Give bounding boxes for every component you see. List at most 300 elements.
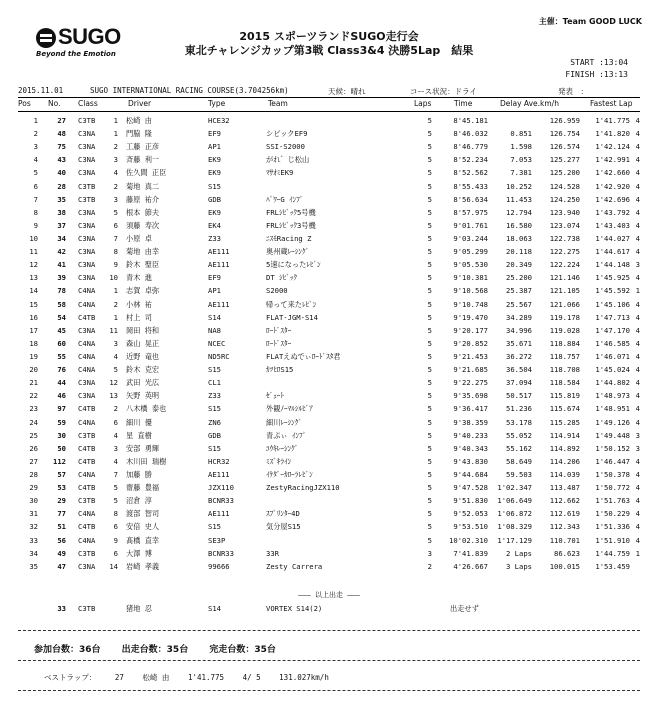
cell-class-pos: 11 [109, 325, 118, 335]
cell-no: 77 [57, 509, 66, 519]
cell-pos: 4 [33, 155, 38, 165]
cell-pos: 21 [29, 378, 38, 388]
cell-class: C3TB [78, 181, 96, 191]
cell-class: C3NA [78, 220, 96, 230]
cell-class: C4NA [78, 535, 96, 545]
cell-laps: 5 [427, 404, 432, 414]
cell-team: がれ゛じ松山 [266, 155, 310, 165]
cell-laps: 5 [427, 522, 432, 532]
cell-time: 9'05.530 [453, 260, 488, 270]
race-date: 2015.11.01 [18, 86, 64, 95]
cell-no: 29 [57, 496, 66, 506]
cell-class: C3NA [78, 129, 96, 139]
cell-no: 42 [57, 247, 66, 257]
cell-laps: 5 [427, 509, 432, 519]
cell-delay: 16.580 [506, 220, 532, 230]
cell-fastest-lap-no: 3 [635, 443, 640, 453]
cell-pos: 23 [29, 404, 38, 414]
col-time: Time [454, 99, 473, 108]
cell-ave-speed: 114.914 [549, 430, 580, 440]
cell-team: 奥州蔵ﾚｰｼﾝｸﾞ [266, 247, 310, 257]
cell-fastest-lap-no: 4 [635, 469, 640, 479]
cell-type: AE111 [208, 247, 230, 257]
cell-class-pos: 7 [113, 233, 118, 243]
cell-time: 9'38.359 [453, 417, 488, 427]
rule-1 [18, 630, 640, 631]
cell-fastest-lap-no: 4 [635, 168, 640, 178]
cell-pos: 11 [29, 247, 38, 257]
cell-class-pos: 8 [113, 247, 118, 257]
table-row [18, 363, 640, 376]
cell-no: 112 [53, 456, 66, 466]
cell-class: C4NA [78, 365, 96, 375]
best-lap-time: 1'41.775 [187, 673, 225, 682]
cell-pos: 20 [29, 365, 38, 375]
cell-fastest-lap-no: 4 [635, 483, 640, 493]
cell-fastest-lap-no: 4 [635, 338, 640, 348]
cell-fastest-lap-no: 1 [635, 286, 640, 296]
cell-pos: 10 [29, 233, 38, 243]
cell-driver: 斉藤 利一 [126, 155, 160, 165]
cell-ave-speed: 123.074 [549, 220, 580, 230]
table-row [18, 402, 640, 415]
event-title: 2015 スポーツランドSUGO走行会 [239, 30, 419, 43]
cell-fastest-lap: 1'47.170 [595, 325, 630, 335]
cell-class-pos: 1 [113, 286, 118, 296]
cell-delay: 1'02.347 [497, 483, 532, 493]
cell-pos: 31 [29, 509, 38, 519]
cell-class: C4NA [78, 417, 96, 427]
cell-class: C4NA [78, 351, 96, 361]
cell-type: AE111 [208, 299, 230, 309]
cell-type: S14 [208, 312, 221, 322]
cell-fastest-lap: 1'53.459 [595, 561, 630, 571]
cell-pos: 15 [29, 299, 38, 309]
cell-type: HCR32 [208, 456, 230, 466]
cell-fastest-lap-no: 3 [635, 430, 640, 440]
cell-time: 8'52.234 [453, 155, 488, 165]
cell-class-pos: 9 [113, 260, 118, 270]
cell-fastest-lap: 1'45.925 [595, 273, 630, 283]
best-lap-no: 27 [114, 673, 124, 682]
cell-delay: 20.349 [506, 260, 532, 270]
cell-team: ﾛｰﾄﾞｽﾀｰ [266, 338, 292, 348]
cell-type: S15 [208, 522, 221, 532]
table-row [18, 311, 640, 324]
table-row [18, 560, 640, 573]
cell-time: 8'57.975 [453, 207, 488, 217]
table-row [18, 232, 640, 245]
cell-pos: 30 [29, 496, 38, 506]
cell-no: 53 [57, 483, 66, 493]
table-row [18, 455, 640, 468]
table-row [18, 507, 640, 520]
best-lap-lap: 4/ 5 [242, 673, 261, 682]
cell-driver: 加藤 勝 [126, 469, 152, 479]
cell-pos: 24 [29, 417, 38, 427]
cell-type: Z33 [208, 391, 221, 401]
cell-fastest-lap-no: 4 [635, 509, 640, 519]
cell-type: EK4 [208, 220, 221, 230]
cell-type: GDB [208, 430, 221, 440]
cell-ave-speed: 118.757 [549, 351, 580, 361]
cell-no: 39 [57, 273, 66, 283]
cell-fastest-lap-no: 4 [635, 535, 640, 545]
cell-ave-speed: 121.105 [549, 286, 580, 296]
cell-ave-speed: 110.701 [549, 535, 580, 545]
cell-ave-speed: 86.623 [554, 548, 580, 558]
cell-driver: 岩崎 孝義 [126, 561, 160, 571]
cell-time: 9'03.244 [453, 233, 488, 243]
cell-pos: 19 [29, 351, 38, 361]
cell-ave-speed: 114.206 [549, 456, 580, 466]
cell-laps: 5 [427, 351, 432, 361]
cell-class: C3NA [78, 561, 96, 571]
cell-laps: 5 [427, 168, 432, 178]
cell-class: C4NA [78, 509, 96, 519]
col-delay-ave: Delay Ave.km/h [500, 99, 559, 108]
dns-driver: 猪地 忍 [126, 604, 152, 613]
cell-ave-speed: 125.277 [549, 155, 580, 165]
cell-laps: 5 [427, 535, 432, 545]
cell-no: 51 [57, 522, 66, 532]
table-row [18, 127, 640, 140]
cell-delay: 34.289 [506, 312, 532, 322]
cell-fastest-lap: 1'46.447 [595, 456, 630, 466]
table-row [18, 494, 640, 507]
cell-laps: 5 [427, 220, 432, 230]
start-time: START :13:04 [570, 58, 628, 67]
cell-class: C4TB [78, 483, 96, 493]
cell-class-pos: 4 [113, 456, 118, 466]
cell-laps: 5 [427, 129, 432, 139]
cell-team: FLATえぬでぃﾛｰﾄﾞｽﾀ君 [266, 351, 341, 361]
cell-team: ﾏｻｵﾐEK9 [266, 168, 294, 178]
cell-fastest-lap-no: 4 [635, 129, 640, 139]
cell-class-pos: 9 [113, 535, 118, 545]
cell-driver: 大澤 博 [126, 548, 152, 558]
cell-laps: 5 [427, 116, 432, 125]
cell-type: GDB [208, 194, 221, 204]
cell-driver: 菊地 真二 [126, 181, 160, 191]
cell-pos: 35 [29, 561, 38, 571]
cell-driver: 須藤 寿次 [126, 220, 160, 230]
cell-ave-speed: 119.178 [549, 312, 580, 322]
cell-laps: 5 [427, 181, 432, 191]
cell-fastest-lap: 1'46.071 [595, 351, 630, 361]
cell-class-pos: 5 [113, 365, 118, 375]
results-table [18, 114, 640, 573]
entry-counts [34, 642, 294, 655]
cell-no: 58 [57, 299, 66, 309]
cell-fastest-lap: 1'44.759 [595, 548, 630, 558]
cell-no: 30 [57, 430, 66, 440]
cell-class: C3TB [78, 496, 96, 506]
cell-class-pos: 3 [113, 443, 118, 453]
race-title: 東北チャレンジカップ第3戦 Class3&4 決勝5Lap 結果 [184, 44, 474, 57]
cell-team: S2000 [266, 286, 288, 296]
announce: 発表 ： [558, 87, 588, 96]
cell-no: 43 [57, 155, 66, 165]
cell-class-pos: 12 [109, 378, 118, 388]
cell-time: 8'45.181 [453, 116, 488, 125]
cell-ave-speed: 100.015 [549, 561, 580, 571]
cell-no: 41 [57, 260, 66, 270]
cell-class-pos: 6 [113, 417, 118, 427]
finishers-count: 完走台数：35台 [209, 645, 276, 655]
table-row [18, 140, 640, 153]
cell-delay: 1'17.129 [497, 535, 532, 545]
cell-class-pos: 10 [109, 273, 118, 283]
cell-class: C3NA [78, 155, 96, 165]
cell-time: 4'26.667 [453, 561, 488, 571]
cell-class-pos: 3 [113, 155, 118, 165]
col-type: Type [208, 99, 226, 108]
cell-pos: 33 [29, 535, 38, 545]
cell-team: ﾐｽﾞｷﾗｲﾝ [266, 456, 292, 466]
cell-fastest-lap-no: 4 [635, 207, 640, 217]
table-row [18, 429, 640, 442]
cell-fastest-lap: 1'48.951 [595, 404, 630, 414]
cell-type: CL1 [208, 378, 221, 388]
cell-ave-speed: 112.343 [549, 522, 580, 532]
cell-ave-speed: 121.066 [549, 299, 580, 309]
cell-fastest-lap-no: 4 [635, 391, 640, 401]
cell-driver: 髙橋 直幸 [126, 535, 160, 545]
cell-ave-speed: 126.959 [549, 116, 580, 125]
cell-no: 35 [57, 194, 66, 204]
table-row [18, 481, 640, 494]
cell-team: FRLｼﾋﾞｯｸ3号機 [266, 220, 316, 230]
dns-no: 33 [57, 604, 66, 613]
cell-team: ｶﾂﾋﾛS15 [266, 365, 294, 375]
cell-class-pos: 4 [113, 430, 118, 440]
cell-fastest-lap: 1'49.126 [595, 417, 630, 427]
table-row [18, 284, 640, 297]
cell-pos: 2 [33, 129, 38, 139]
cell-team: ｾﾞｪｰﾄ [266, 391, 284, 401]
cell-delay: 20.118 [506, 247, 532, 257]
cell-delay: 25.387 [506, 286, 532, 296]
cell-ave-speed: 119.028 [549, 325, 580, 335]
cell-pos: 16 [29, 312, 38, 322]
cell-pos: 29 [29, 483, 38, 493]
logo-tagline: Beyond the Emotion [36, 50, 116, 58]
cell-delay: 11.453 [506, 194, 532, 204]
cell-ave-speed: 118.884 [549, 338, 580, 348]
cell-fastest-lap-no: 4 [635, 496, 640, 506]
cell-class: C4TB [78, 522, 96, 532]
race-info [18, 86, 636, 96]
cell-time: 9'20.177 [453, 325, 488, 335]
cell-delay: 51.236 [506, 404, 532, 414]
cell-ave-speed: 124.528 [549, 181, 580, 191]
cell-team: 細川ﾚｰｼﾝｸﾞ [266, 417, 302, 427]
logo-text: SUGO [58, 24, 121, 49]
cell-laps: 5 [427, 430, 432, 440]
cell-time: 9'35.698 [453, 391, 488, 401]
cell-type: BCNR33 [208, 496, 234, 506]
dns-team: VORTEX S14(2) [266, 604, 323, 613]
cell-type: NCEC [208, 338, 226, 348]
cell-time: 9'21.453 [453, 351, 488, 361]
header-bottom-rule [18, 111, 640, 112]
cell-class: C3NA [78, 378, 96, 388]
cell-time: 7'41.839 [453, 548, 488, 558]
cell-class: C3NA [78, 273, 96, 283]
cell-fastest-lap-no: 4 [635, 299, 640, 309]
cell-team: 気分屋S15 [266, 522, 301, 532]
cell-type: AE111 [208, 260, 230, 270]
col-class: Class [78, 99, 98, 108]
cell-class: C3NA [78, 233, 96, 243]
cell-ave-speed: 115.819 [549, 391, 580, 401]
cell-fastest-lap-no: 4 [635, 155, 640, 165]
cell-team: FRLｼﾋﾞｯｸ5号機 [266, 207, 316, 217]
cell-fastest-lap: 1'44.148 [595, 260, 630, 270]
cell-fastest-lap: 1'45.024 [595, 365, 630, 375]
cell-ave-speed: 122.224 [549, 260, 580, 270]
cell-no: 49 [57, 548, 66, 558]
table-row [18, 271, 640, 284]
sponsor: 主催：Team GOOD LUCK [538, 17, 642, 26]
cell-ave-speed: 118.708 [549, 365, 580, 375]
cell-pos: 18 [29, 338, 38, 348]
cell-ave-speed: 121.146 [549, 273, 580, 283]
cell-time: 9'43.830 [453, 456, 488, 466]
cell-ave-speed: 126.574 [549, 142, 580, 152]
course-name: SUGO INTERNATIONAL RACING COURSE(3.704256km) [90, 86, 289, 95]
cell-delay: 3 Laps [506, 561, 532, 571]
cell-pos: 17 [29, 325, 38, 335]
cell-pos: 7 [33, 194, 38, 204]
cell-fastest-lap-no: 4 [635, 417, 640, 427]
cell-fastest-lap: 1'44.027 [595, 233, 630, 243]
cell-class-pos: 6 [113, 548, 118, 558]
cell-pos: 9 [33, 220, 38, 230]
cell-delay: 7.053 [510, 155, 532, 165]
cell-fastest-lap: 1'42.696 [595, 194, 630, 204]
cell-class: C4TB [78, 443, 96, 453]
cell-laps: 5 [427, 378, 432, 388]
cell-no: 78 [57, 286, 66, 296]
cell-type: EK9 [208, 207, 221, 217]
rule-2 [18, 660, 640, 661]
cell-class-pos: 6 [113, 220, 118, 230]
cell-class: C4NA [78, 286, 96, 296]
cell-ave-speed: 112.662 [549, 496, 580, 506]
cell-pos: 14 [29, 286, 38, 296]
cell-time: 9'40.233 [453, 430, 488, 440]
cell-class: C4NA [78, 299, 96, 309]
cell-class-pos: 14 [109, 561, 118, 571]
dns-class: C3TB [78, 604, 96, 613]
cell-no: 57 [57, 469, 66, 479]
cell-delay: 0.851 [510, 129, 532, 139]
cell-time: 9'51.830 [453, 496, 488, 506]
cell-no: 45 [57, 325, 66, 335]
cell-driver: 細川 優 [126, 417, 152, 427]
cell-type: BCNR33 [208, 548, 234, 558]
cell-driver: 近野 竜也 [126, 351, 160, 361]
cell-pos: 25 [29, 430, 38, 440]
cell-no: 47 [57, 561, 66, 571]
cell-driver: 志賀 卓弥 [126, 286, 160, 296]
cell-ave-speed: 114.892 [549, 443, 580, 453]
table-row [18, 114, 640, 127]
cell-class-pos: 5 [113, 483, 118, 493]
cell-laps: 5 [427, 365, 432, 375]
cell-team: ﾛｰﾄﾞｽﾀｰ [266, 325, 292, 335]
cell-class: C3NA [78, 391, 96, 401]
cell-type: S15 [208, 365, 221, 375]
cell-class-pos: 5 [113, 496, 118, 506]
cell-driver: 森山 晃正 [126, 338, 160, 348]
cell-team: 青ぷぃ ｲﾝﾌﾟ [266, 430, 307, 440]
cell-team: 33R [266, 548, 279, 558]
cell-delay: 36.272 [506, 351, 532, 361]
cell-class-pos: 7 [113, 469, 118, 479]
table-row [18, 520, 640, 533]
cell-class-pos: 1 [113, 312, 118, 322]
cell-laps: 5 [427, 207, 432, 217]
cell-fastest-lap-no: 4 [635, 456, 640, 466]
finish-time: FINISH :13:13 [565, 70, 628, 79]
cell-fastest-lap-no: 4 [635, 194, 640, 204]
cell-fastest-lap-no: 4 [635, 247, 640, 257]
cell-type: HCE32 [208, 116, 230, 125]
cell-class-pos: 3 [113, 338, 118, 348]
dns-type: S14 [208, 604, 221, 613]
cell-driver: 安部 勇輝 [126, 443, 160, 453]
cell-laps: 5 [427, 286, 432, 296]
cell-ave-speed: 115.674 [549, 404, 580, 414]
cell-delay: 1'06.649 [497, 496, 532, 506]
cell-type: AE111 [208, 469, 230, 479]
col-team: Team [268, 99, 288, 108]
cell-team: SSI-S2000 [266, 142, 305, 152]
cell-type: EK9 [208, 155, 221, 165]
cell-team: ﾊﾟﾜｰG ｲﾝﾌﾟ [266, 194, 304, 204]
cell-time: 9'47.528 [453, 483, 488, 493]
cell-fastest-lap-no: 4 [635, 273, 640, 283]
cell-time: 8'55.433 [453, 181, 488, 191]
cell-fastest-lap: 1'49.448 [595, 430, 630, 440]
cell-fastest-lap: 1'48.973 [595, 391, 630, 401]
cell-delay: 25.567 [506, 299, 532, 309]
cell-driver: 松崎 由 [126, 116, 152, 125]
cell-team: 外観ﾉｰﾏﾙｼﾙﾋﾞｱ [266, 404, 313, 414]
cell-laps: 5 [427, 260, 432, 270]
cell-laps: 5 [427, 312, 432, 322]
cell-no: 40 [57, 168, 66, 178]
cell-time: 8'56.634 [453, 194, 488, 204]
cell-laps: 5 [427, 417, 432, 427]
cell-class: C3TB [78, 116, 96, 125]
cell-fastest-lap-no: 4 [635, 351, 640, 361]
cell-ave-speed: 123.940 [549, 207, 580, 217]
cell-fastest-lap: 1'45.592 [595, 286, 630, 296]
table-row [18, 389, 640, 402]
cell-driver: 門脇 隆 [126, 129, 152, 139]
cell-time: 8'46.032 [453, 129, 488, 139]
starters-count: 出走台数：35台 [121, 645, 189, 655]
col-laps: Laps [414, 99, 432, 108]
cell-team: シビックEF9 [266, 129, 308, 139]
cell-driver: 根本 節夫 [126, 207, 160, 217]
best-lap-speed: 131.027km/h [279, 673, 329, 682]
cell-no: 27 [57, 116, 66, 125]
